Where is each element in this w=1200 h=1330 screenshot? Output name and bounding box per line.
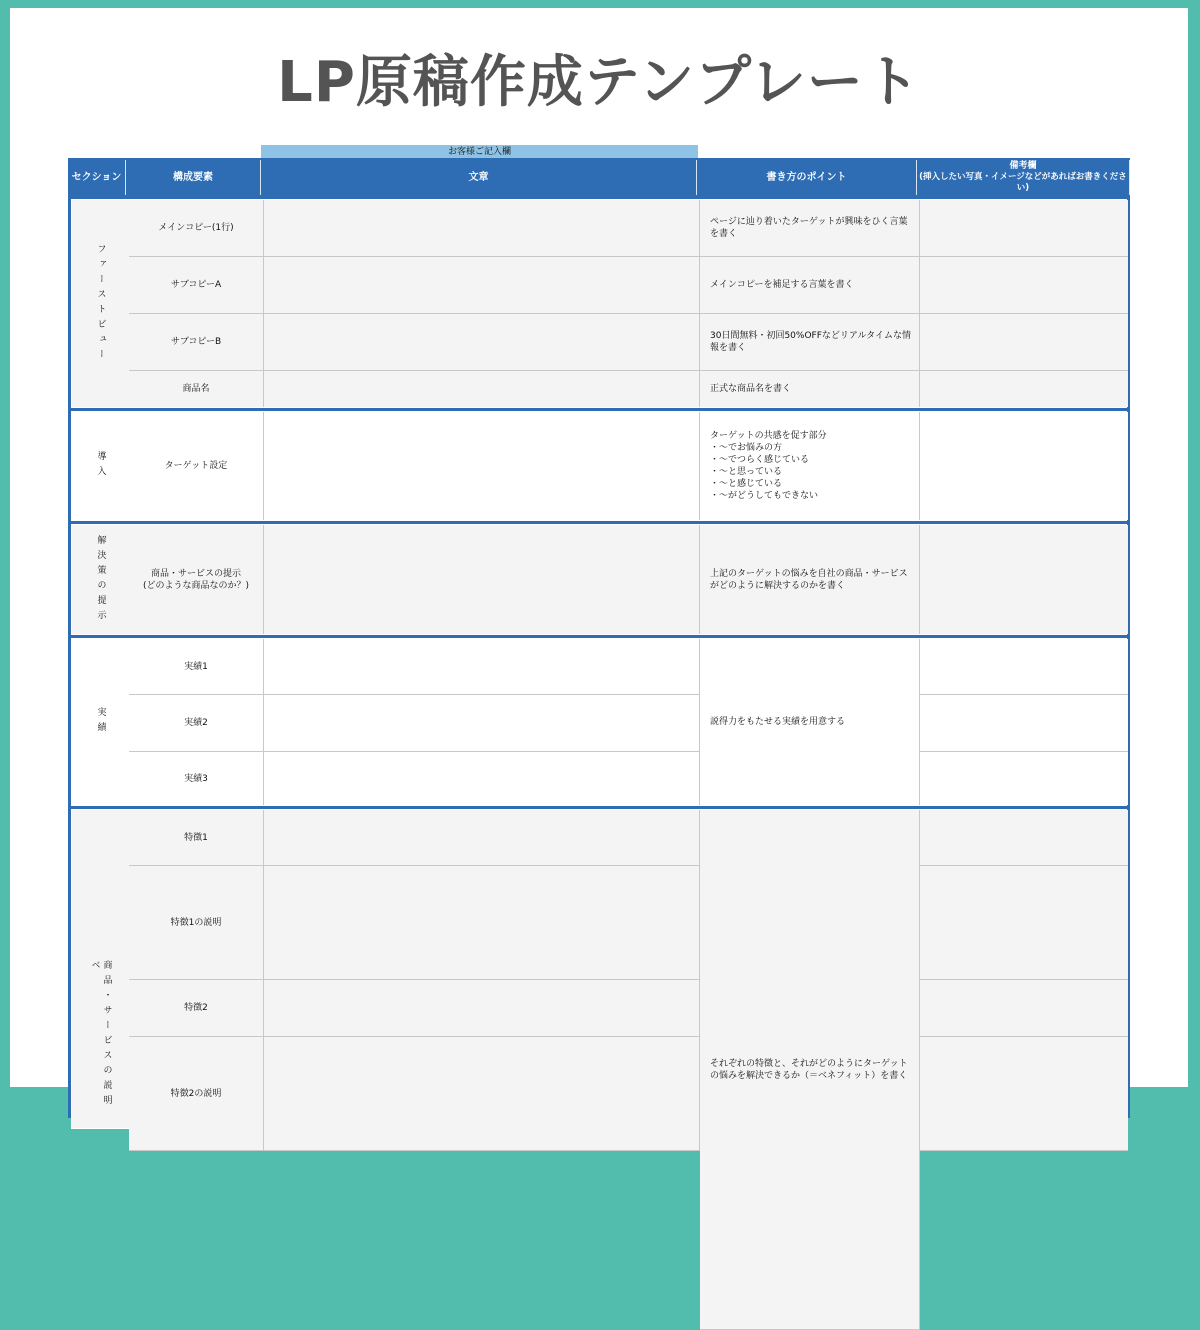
element-cell: メインコピー(1行) <box>129 200 264 257</box>
section-label <box>72 525 130 634</box>
remarks-input-cell[interactable] <box>920 200 1128 257</box>
remarks-input-cell[interactable] <box>920 1037 1128 1151</box>
text-input-cell[interactable] <box>264 200 700 257</box>
remarks-input-cell[interactable] <box>920 695 1128 752</box>
section-label <box>72 639 130 805</box>
text-input-cell[interactable] <box>264 752 700 805</box>
element-cell: サブコピーB <box>129 314 264 371</box>
header-remarks <box>917 160 1130 195</box>
text-input-cell[interactable] <box>264 257 700 314</box>
customer-input-band: お客様ご記入欄 <box>261 145 698 160</box>
remarks-input-cell[interactable] <box>920 752 1128 805</box>
element-cell: サブコピーA <box>129 257 264 314</box>
element-cell: 特徴2の説明 <box>129 1037 264 1151</box>
point-cell: ターゲットの共感を促す部分 ・～でお悩みの方 ・～でつらく感じている ・～と思っている ・～と感じている ・～がどうしてもできない <box>700 412 920 520</box>
remarks-input-cell[interactable] <box>920 810 1128 866</box>
text-input-cell[interactable] <box>264 525 700 634</box>
text-input-cell[interactable] <box>264 866 700 980</box>
element-cell: 商品名 <box>129 371 264 407</box>
section-label-text: ファーストビュー <box>95 243 106 364</box>
section-results <box>71 638 1127 806</box>
element-cell: 特徴1 <box>129 810 264 866</box>
page-frame <box>10 8 1188 1125</box>
remarks-input-cell[interactable] <box>920 980 1128 1037</box>
element-cell: 実績1 <box>129 639 264 695</box>
header-section: セクション <box>68 160 126 195</box>
element-cell: 実績3 <box>129 752 264 805</box>
section-label <box>72 412 130 520</box>
remarks-input-cell[interactable] <box>920 314 1128 371</box>
remarks-input-cell[interactable] <box>920 371 1128 407</box>
text-input-cell[interactable] <box>264 412 700 520</box>
text-input-cell[interactable] <box>264 314 700 371</box>
section-product-description <box>71 809 1127 1129</box>
element-cell: 特徴2 <box>129 980 264 1037</box>
section-introduction <box>71 411 1127 521</box>
remarks-input-cell[interactable] <box>920 412 1128 520</box>
page-title: LP原稿作成テンプレート <box>277 50 921 115</box>
text-input-cell[interactable] <box>264 1037 700 1151</box>
element-cell: 商品・サービスの提示 (どのような商品なのか？) <box>129 525 264 634</box>
element-cell: 特徴1の説明 <box>129 866 264 980</box>
remarks-input-cell[interactable] <box>920 257 1128 314</box>
remarks-input-cell[interactable] <box>920 866 1128 980</box>
point-cell: 正式な商品名を書く <box>700 371 920 407</box>
text-input-cell[interactable] <box>264 980 700 1037</box>
template-table <box>68 158 1130 1125</box>
remarks-input-cell[interactable] <box>920 639 1128 695</box>
header-remarks-sub: (挿入したい写真・イメージなどがあればお書きください) <box>919 172 1127 193</box>
point-cell: それぞれの特徴と、それがどのようにターゲットの悩みを解決できるか（＝ベネフィット）を書く <box>700 810 920 1330</box>
section-first-view <box>71 199 1127 408</box>
header-points: 書き方のポイント <box>697 160 917 195</box>
point-cell: 30日間無料・初回50%OFFなどリアルタイムな情報を書く <box>700 314 920 371</box>
section-label-text: 商品・サービスの説明 ベ <box>89 960 112 1125</box>
text-input-cell[interactable] <box>264 639 700 695</box>
remarks-input-cell[interactable] <box>920 525 1128 634</box>
text-input-cell[interactable] <box>264 810 700 866</box>
point-cell: 説得力をもたせる実績を用意する <box>700 639 920 805</box>
header-text: 文章 <box>261 160 697 195</box>
point-cell: 上記のターゲットの悩みを自社の商品・サービスがどのように解決するのかを書く <box>700 525 920 634</box>
section-label-text: 解決策の提示 <box>95 534 106 625</box>
point-cell: メインコピーを補足する言葉を書く <box>700 257 920 314</box>
section-label <box>72 810 130 1128</box>
section-label-text: 実績 <box>95 707 106 737</box>
point-cell: ページに辿り着いたターゲットが興味をひく言葉を書く <box>700 200 920 257</box>
text-input-cell[interactable] <box>264 371 700 407</box>
section-solution <box>71 524 1127 635</box>
element-cell: ターゲット設定 <box>129 412 264 520</box>
header-remarks-title: 備考欄 <box>1009 161 1037 171</box>
section-label <box>72 200 130 407</box>
header-element: 構成要素 <box>126 160 261 195</box>
text-input-cell[interactable] <box>264 695 700 752</box>
element-cell: 実績2 <box>129 695 264 752</box>
section-label-text: 導入 <box>95 451 106 481</box>
